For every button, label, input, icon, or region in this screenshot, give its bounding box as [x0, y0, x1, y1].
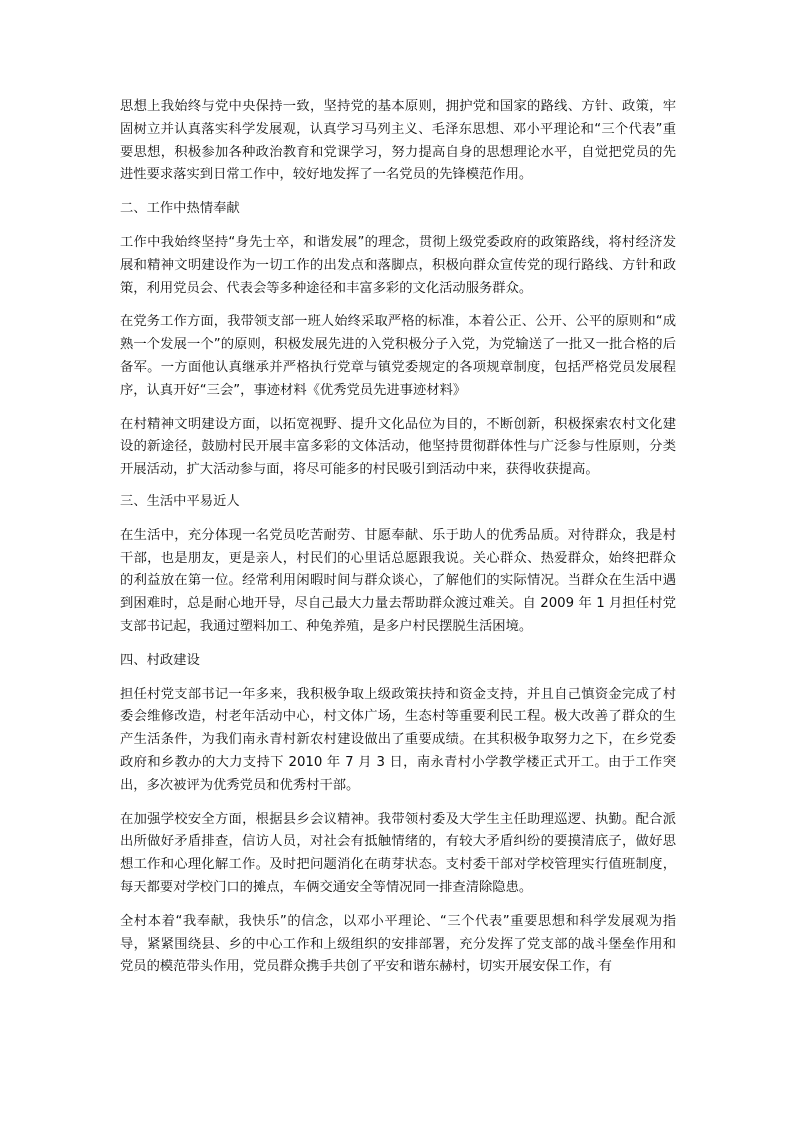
- document-body: [120, 96, 676, 979]
- paragraph-spiritual-civilization: 在村精神文明建设方面，以拓宽视野、提升文化品位为目的，不断创新，积极探索农村文化建设的新途径，鼓励村民开展丰富多彩的文体活动，他坚持贯彻群体性与广泛参与性原则，分类开展活动，扩大活动参与面，将尽可能多的村民吸引到活动中来，获得收获提高。: [120, 416, 676, 478]
- paragraph-school-safety: 在加强学校安全方面，根据县乡会议精神。我带领村委及大学生主任助理巡逻、执勤。配合派出所做好矛盾排查，信访人员，对社会有抵触情绪的，有较大矛盾纠纷的要摸清底子，做好思想工作和心理化解工作。及时把问题消化在萌芽状态。支村委干部对学校管理实行值班制度，每天都要对学校门口的摊点，车俩交通安全等情况同一排查清除隐患。: [120, 811, 676, 895]
- paragraph-village-projects: 担任村党支部书记一年多来，我积极争取上级政策扶持和资金支持，并且自己慎资金完成了村委会维修改造，村老年活动中心，村文体广场，生态村等重要利民工程。极大改善了群众的生产生活条件，为我们南永青村新农村建设做出了重要成绩。在其积极争取努力之下，在乡党委政府和乡教办的大力支持下 2010 年 7 月 3 日，南永青村小学教学楼正式开工。由于工作突出，多次被评为优秀党员和优秀村干部。: [120, 686, 676, 793]
- paragraph-work-philosophy: 工作中我始终坚持“身先士卒，和谐发展”的理念，贯彻上级党委政府的政策路线，将村经济发展和精神文明建设作为一切工作的出发点和落脚点，积极向群众宣传党的现行路线、方针和政策，利用党员会、代表会等多种途径和丰富多彩的文化活动服务群众。: [120, 234, 676, 296]
- section-heading-approachable-life: 三、生活中平易近人: [120, 493, 240, 509]
- paragraph-political-stance: 思想上我始终与党中央保持一致，坚持党的基本原则，拥护党和国家的路线、方针、政策，牢固树立并认真落实科学发展观，认真学习马列主义、毛泽东思想、邓小平理论和“三个代表”重要思想，积极参加各种政治教育和党课学习，努力提高自身的思想理论水平，自觉把党员的先进性要求落实到日常工作中，较好地发挥了一名党员的先锋模范作用。: [120, 99, 676, 183]
- section-heading-work-dedication: 二、工作中热情奉献: [120, 201, 240, 217]
- section-heading-village-administration: 四、村政建设: [120, 652, 200, 668]
- paragraph-daily-life: 在生活中，充分体现一名党员吃苦耐劳、甘愿奉献、乐于助人的优秀品质。对待群众，我是村干部，也是朋友，更是亲人，村民们的心里话总愿跟我说。关心群众、热爱群众，始终把群众的利益放在第一位。经常利用闲暇时间与群众谈心，了解他们的实际情况。当群众在生活中遇到困难时，总是耐心地开导，尽自己最大力量去帮助群众渡过难关。自 2009 年 1 月担任村党支部书记起，我通过塑料加工、种兔养殖，是多户村民摆脱生活困境。: [120, 527, 676, 634]
- paragraph-village-spirit: 全村本着“我奉献，我快乐”的信念，以邓小平理论、“三个代表”重要思想和科学发展观为指导，紧紧围绕县、乡的中心工作和上级组织的安排部署，充分发挥了党支部的战斗堡垒作用和党员的模范带头作用，党员群众携手共创了平安和谐东赫村，切实开展安保工作，有: [120, 913, 676, 975]
- paragraph-party-affairs: 在党务工作方面，我带领支部一班人始终采取严格的标准，本着公正、公开、公平的原则和“成熟一个发展一个”的原则，积极发展先进的入党积极分子入党，为党输送了一批又一批合格的后备军。一方面他认真继承并严格执行党章与镇党委规定的各项规章制度，包括严格党员发展程序，认真开好“三会”，事迹材料《优秀党员先进事迹材料》: [120, 314, 676, 398]
